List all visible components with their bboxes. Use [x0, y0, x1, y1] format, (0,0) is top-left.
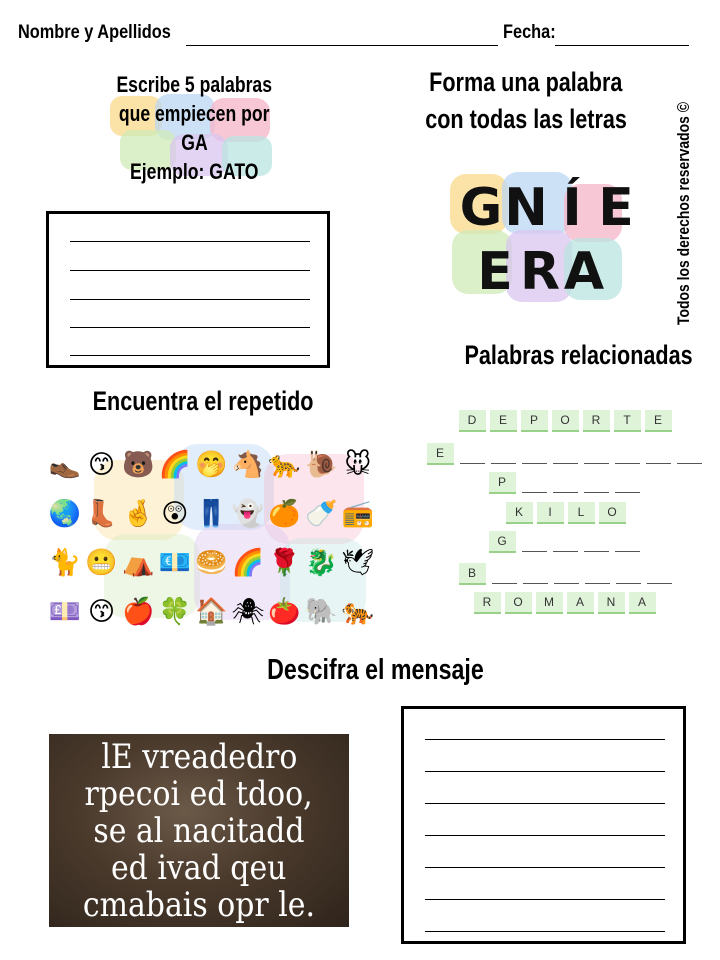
ladder-letter-cell: B — [459, 563, 486, 585]
exercise1-instructions: Escribe 5 palabras que empiecen por GA Ejemplo: GATO — [116, 72, 272, 184]
answer-line[interactable] — [70, 327, 310, 328]
ladder-letter-cell: M — [536, 592, 563, 614]
date-label: Fecha: — [503, 22, 556, 43]
emoji-tile[interactable]: 🐴 — [231, 450, 265, 480]
ladder-blank[interactable] — [647, 583, 672, 584]
emoji-tile[interactable]: 🌏 — [48, 499, 82, 529]
ladder-blank[interactable] — [615, 463, 640, 464]
emoji-tile[interactable]: 🐅 — [341, 597, 374, 627]
ladder-blank[interactable] — [585, 583, 610, 584]
ladder-letter-cell: A — [567, 592, 594, 614]
date-field-line[interactable] — [555, 45, 689, 46]
ladder-blank[interactable] — [522, 463, 547, 464]
emoji-tile[interactable]: ⛺ — [122, 548, 155, 578]
letter-tile: A — [563, 242, 605, 302]
letter-tile: E — [477, 242, 513, 302]
ladder-blank[interactable] — [553, 463, 578, 464]
exercise5-title: Descifra el mensaje — [267, 654, 484, 686]
emoji-tile[interactable]: 🌈 — [231, 548, 265, 578]
ladder-letter-cell: P — [489, 472, 516, 494]
ladder-blank[interactable] — [554, 583, 579, 584]
answer-line[interactable] — [425, 867, 665, 868]
emoji-tile[interactable]: 🤭 — [195, 450, 228, 480]
exercise5-answer-box[interactable] — [401, 706, 686, 944]
emoji-tile[interactable]: 🐻 — [122, 450, 155, 480]
exercise2-title: Forma una palabra con todas las letras — [425, 67, 627, 134]
emoji-tile[interactable]: 👞 — [48, 450, 82, 480]
emoji-tile[interactable]: 🐘 — [305, 597, 338, 627]
emoji-tile[interactable]: 🍊 — [268, 499, 301, 529]
ladder-letter-cell: E — [490, 410, 517, 432]
emoji-tile[interactable]: 🕷 — [231, 597, 265, 627]
ladder-blank[interactable] — [522, 492, 547, 493]
ladder-blank[interactable] — [646, 463, 671, 464]
message-line: se al nacitadd — [93, 811, 305, 851]
emoji-tile[interactable]: 🍼 — [305, 499, 338, 529]
emoji-tile[interactable]: 🍎 — [122, 597, 155, 627]
ladder-letter-cell: K — [506, 502, 533, 524]
answer-line[interactable] — [425, 835, 665, 836]
emoji-tile[interactable]: 💶 — [158, 548, 191, 578]
emoji-tile[interactable]: 🐌 — [305, 450, 338, 480]
ladder-blank[interactable] — [584, 551, 609, 552]
exercise1-answer-box[interactable] — [46, 211, 330, 368]
ladder-blank[interactable] — [584, 492, 609, 493]
emoji-tile[interactable]: 👖 — [195, 499, 228, 529]
ladder-blank[interactable] — [492, 583, 517, 584]
emoji-tile[interactable]: 😙 — [88, 450, 116, 480]
emoji-tile[interactable]: 💷 — [48, 597, 82, 627]
ladder-letter-cell: N — [598, 592, 625, 614]
letter-tile: R — [519, 242, 561, 302]
name-label: Nombre y Apellidos — [18, 22, 171, 43]
emoji-tile[interactable]: 😲 — [161, 499, 189, 529]
ladder-blank[interactable] — [615, 551, 640, 552]
emoji-tile[interactable]: 😬 — [85, 548, 118, 578]
answer-line[interactable] — [425, 739, 665, 740]
ladder-blank[interactable] — [491, 463, 516, 464]
ladder-letter-cell: I — [537, 502, 564, 524]
emoji-tile[interactable]: 🐭 — [344, 450, 372, 480]
ladder-letter-cell: G — [489, 531, 516, 553]
answer-line[interactable] — [425, 803, 665, 804]
ladder-blank[interactable] — [460, 463, 485, 464]
exercise3-title: Palabras relacionadas — [464, 340, 693, 370]
ladder-blank[interactable] — [523, 583, 548, 584]
emoji-tile[interactable]: 🍅 — [268, 597, 301, 627]
answer-line[interactable] — [70, 270, 310, 271]
answer-line[interactable] — [70, 355, 310, 356]
answer-line[interactable] — [70, 299, 310, 300]
emoji-tile[interactable]: 👢 — [85, 499, 118, 529]
emoji-tile[interactable]: 🍀 — [158, 597, 191, 627]
name-field-line[interactable] — [186, 45, 498, 46]
emoji-tile[interactable]: 🐉 — [305, 548, 338, 578]
message-line: ed ivad qeu — [111, 848, 287, 888]
emoji-tile[interactable]: 🌹 — [268, 548, 301, 578]
ladder-letter-cell: T — [614, 410, 641, 432]
ladder-letter-cell: R — [583, 410, 610, 432]
letter-tile: Í — [562, 178, 582, 238]
exercise4-title: Encuentra el repetido — [92, 386, 314, 416]
letter-tile: E — [598, 178, 634, 238]
letter-tile: N — [504, 178, 548, 238]
ladder-letter-cell: R — [474, 592, 501, 614]
emoji-tile[interactable]: 👻 — [231, 499, 265, 529]
answer-line[interactable] — [70, 241, 310, 242]
answer-line[interactable] — [425, 899, 665, 900]
ladder-blank[interactable] — [553, 551, 578, 552]
emoji-tile[interactable]: 🌈 — [158, 450, 191, 480]
ladder-letter-cell: O — [505, 592, 532, 614]
ladder-letter-cell: O — [599, 502, 626, 524]
scrambled-message-image — [49, 734, 349, 927]
ladder-letter-cell: D — [459, 410, 486, 432]
emoji-tile[interactable]: 🥯 — [195, 548, 228, 578]
message-line: rpecoi ed tdoo, — [84, 774, 314, 814]
ladder-letter-cell: A — [629, 592, 656, 614]
answer-line[interactable] — [425, 771, 665, 772]
ladder-letter-cell: P — [521, 410, 548, 432]
emoji-tile[interactable]: 🤞 — [122, 499, 155, 529]
ladder-letter-cell: E — [645, 410, 672, 432]
ladder-blank[interactable] — [616, 583, 641, 584]
answer-line[interactable] — [425, 931, 665, 932]
emoji-tile[interactable]: 🕊 — [341, 548, 375, 578]
copyright-notice: Todos los derechos reservados © — [674, 101, 693, 325]
ladder-letter-cell: E — [427, 443, 454, 465]
emoji-tile[interactable]: 📻 — [341, 499, 374, 529]
emoji-tile[interactable]: 🏠 — [195, 597, 228, 627]
ladder-blank[interactable] — [677, 463, 702, 464]
letter-tile: G — [459, 178, 503, 238]
emoji-tile[interactable]: 😙 — [88, 597, 116, 627]
emoji-tile[interactable]: 🐈 — [48, 548, 82, 578]
ladder-blank[interactable] — [584, 463, 609, 464]
ladder-blank[interactable] — [615, 492, 640, 493]
ladder-letter-cell: O — [552, 410, 579, 432]
message-line: cmabais opr le. — [82, 885, 316, 925]
ladder-letter-cell: L — [568, 502, 595, 524]
ladder-blank[interactable] — [522, 551, 547, 552]
ladder-blank[interactable] — [553, 492, 578, 493]
emoji-tile[interactable]: 🐆 — [268, 450, 301, 480]
message-line: lE vreadedro — [100, 737, 297, 777]
